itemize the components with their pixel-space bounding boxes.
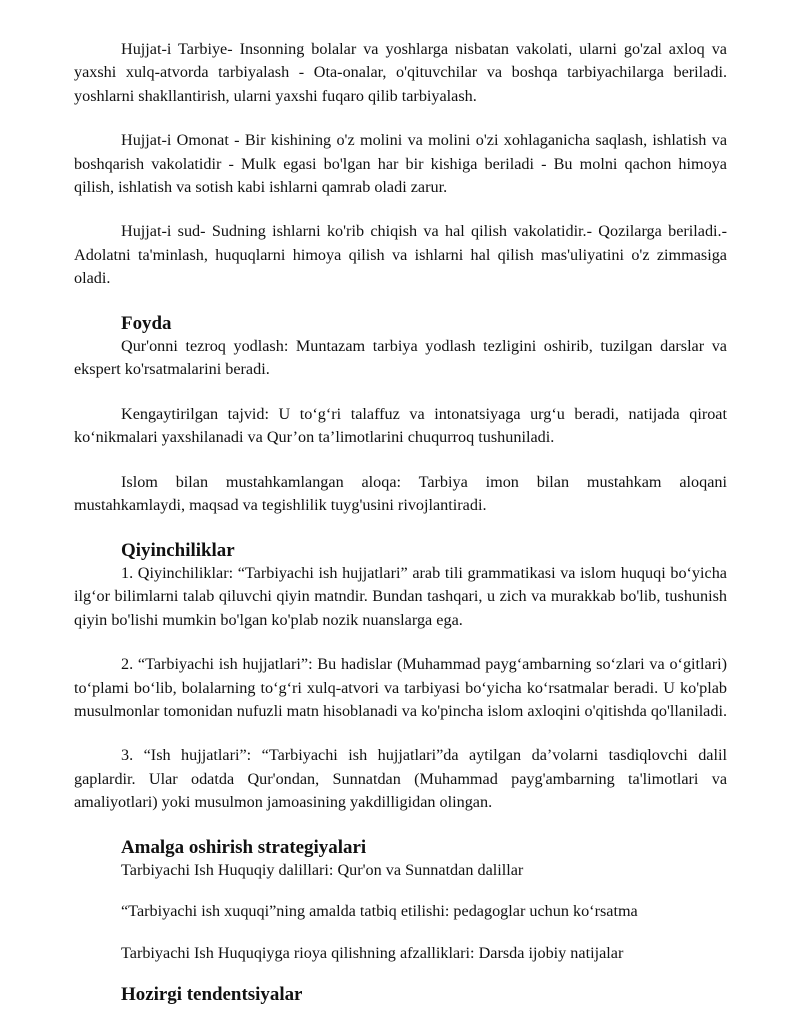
paragraph-foyda-3: Islom bilan mustahkamlangan aloqa: Tarbiya imon bilan mustahkam aloqani mustahkamlaydi, maqsad va tegishlilik tuyg'usini rivojlantiradi. [74, 472, 727, 515]
heading-amalga-oshirish-strategiyalari: Amalga oshirish strategiyalari [121, 836, 367, 858]
strategy-item: Tarbiyachi Ish Huquqiyga rioya qilishning afzalliklari: Darsda ijobiy natijalar [121, 943, 624, 962]
heading-hozirgi-tendentsiyalar: Hozirgi tendentsiyalar [121, 984, 303, 1006]
heading-qiyinchiliklar: Qiyinchiliklar [121, 539, 235, 561]
paragraph-qiyinchiliklar-1: 1. Qiyinchiliklar: “Tarbiyachi ish hujjatlari” arab tili grammatikasi va islom huquqi bo‘yicha ilg‘or bilimlarni talab qiluvchi qiyin matndir. Bundan tashqari, u zich va murakkab bo'lib, tushunish qiyin bo'lishi mumkin bo'lgan ko'plab nozik nuanslarga ega. [74, 563, 727, 629]
strategy-item: Tarbiyachi Ish Huquqiy dalillari: Qur'on va Sunnatdan dalillar [121, 860, 524, 879]
paragraph-qiyinchiliklar-2: 2. “Tarbiyachi ish hujjatlari”: Bu hadislar (Muhammad payg‘ambarning so‘zlari va o‘gitlari) to‘plami bo‘lib, bolalarning to‘g‘ri xulq-atvori va tarbiyasi bo‘yicha ko‘rsatmalar beradi. U ko'plab musulmonlar tomonidan nufuzli matn hisoblanadi va ko'pincha islom axloqini o'qitishda qo'llaniladi. [74, 655, 728, 720]
heading-foyda: Foyda [121, 312, 172, 334]
paragraph-hujjat-omonat: Hujjat-i Omonat - Bir kishining o'z molini va molini o'zi xohlaganicha saqlash, ishlatish va boshqarish vakolatidir - Mulk egasi bo'lgan har bir kishiga beriladi - Bu molni qachon himoya qilish, ishlatish va sotish kabi ishlarni qamrab oladi zarur. [74, 131, 727, 197]
paragraph-hujjat-tarbiye: Hujjat-i Tarbiye- Insonning bolalar va yoshlarga nisbatan vakolati, ularni go'zal axloq va yaxshi xulq-atvorda tarbiyalash - Ota-onalar, o'qituvchilar va boshqa tarbiyachilarga beriladi. yoshlarni shakllantirish, ularni yaxshi fuqaro qilib tarbiyalash. [74, 40, 727, 105]
paragraph-foyda-2: Kengaytirilgan tajvid: U to‘g‘ri talaffuz va intonatsiyaga urg‘u beradi, natijada qiroat ko‘nikmalari yaxshilanadi va Qur’on ta’limotlarini chuqurroq tushuniladi. [74, 404, 727, 447]
paragraph-foyda-1: Qur'onni tezroq yodlash: Muntazam tarbiya yodlash tezligini oshirib, tuzilgan darslar va ekspert ko'rsatmalarini beradi. [74, 337, 727, 379]
strategy-item: “Tarbiyachi ish xuquqi”ning amalda tatbiq etilishi: pedagoglar uchun ko‘rsatma [121, 902, 638, 921]
paragraph-qiyinchiliklar-3: 3. “Ish hujjatlari”: “Tarbiyachi ish hujjatlari”da aytilgan da’volarni tasdiqlovchi dalil gaplardir. Ular odatda Qur'ondan, Sunnatdan (Muhammad payg'ambarning ta'limotlari va amaliyotlari) yoki musulmon jamoasining yakdilligidan olingan. [74, 746, 727, 812]
paragraph-hujjat-sud: Hujjat-i sud- Sudning ishlarni ko'rib chiqish va hal qilish vakolatidir.- Qozilarga beriladi.- Adolatni ta'minlash, huquqlarni himoya qilish va ishlarni hal qilish mas'uliyatini o'z zimmasiga oladi. [74, 222, 727, 288]
